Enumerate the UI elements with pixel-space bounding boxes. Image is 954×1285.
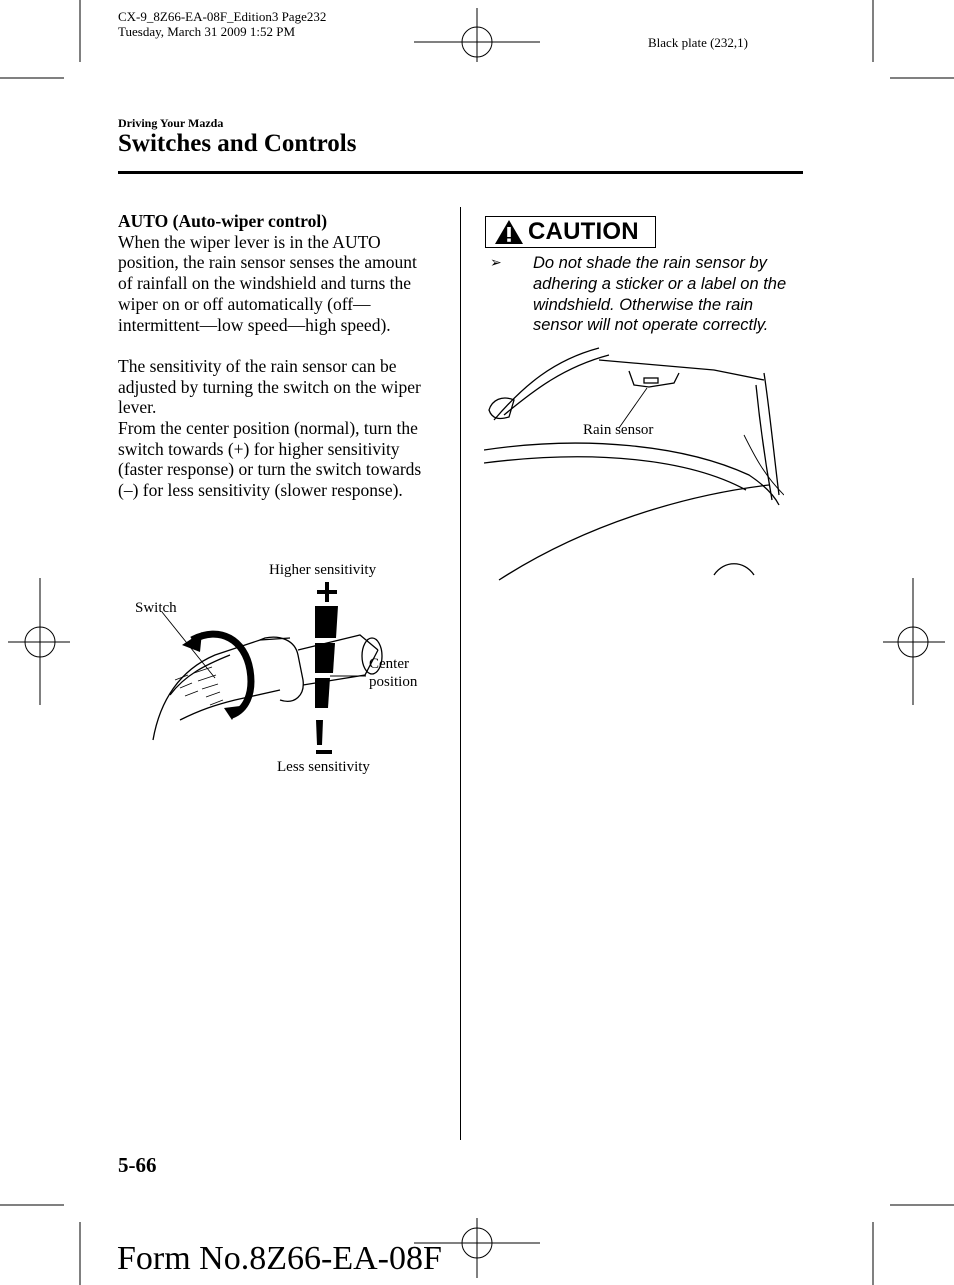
windshield-illustration: [484, 345, 784, 585]
plate-info: Black plate (232,1): [648, 35, 748, 50]
scale-bar-3: [315, 678, 330, 708]
label-switch: Switch: [135, 600, 177, 616]
scale-bar-1: [315, 606, 338, 638]
file-info-line2: Tuesday, March 31 2009 1:52 PM: [118, 24, 296, 39]
page-title: Switches and Controls: [118, 130, 357, 157]
column-divider: [460, 207, 461, 1140]
file-info: [118, 9, 326, 39]
title-rule: [118, 171, 803, 174]
caution-bullet-text: Do not shade the rain sensor by adhering a sticker or a label on the windshield. Otherwise the rain sensor will not operate correctly.: [533, 254, 787, 335]
sensitivity-scale: [300, 580, 380, 760]
scale-bar-4: [316, 720, 323, 745]
center-line1: Center: [369, 656, 409, 672]
scale-bar-2: [315, 643, 335, 673]
left-column-text: [118, 211, 433, 501]
warning-icon: [494, 219, 524, 245]
minus-sign: [316, 750, 332, 754]
sensitivity-description: The sensitivity of the rain sensor can be adjusted by turning the switch on the wiper lever.: [118, 355, 421, 418]
page-number: 5-66: [118, 1153, 157, 1177]
arrow-bullet-icon: ➢: [490, 255, 502, 271]
wiper-lever-illustration: [120, 580, 450, 760]
file-info-line1: CX-9_8Z66-EA-08F_Edition3 Page232: [118, 9, 327, 24]
auto-heading: AUTO (Auto-wiper control): [118, 211, 328, 231]
label-less-sensitivity: Less sensitivity: [277, 759, 370, 775]
auto-description: When the wiper lever is in the AUTO position, the rain sensor senses the amount of rainfall on the windshield and turns the wiper on or off automatically (off—intermittent—low speed—high speed).: [118, 231, 417, 335]
caution-header: [485, 216, 656, 248]
label-higher-sensitivity: Higher sensitivity: [269, 562, 377, 578]
caution-label: CAUTION: [528, 218, 639, 245]
caution-bullet: [490, 253, 803, 336]
section-name: Driving Your Mazda: [118, 116, 224, 130]
form-number: Form No.8Z66-EA-08F: [117, 1240, 442, 1277]
center-line2: position: [369, 674, 418, 690]
sensitivity-instructions: From the center position (normal), turn the switch towards (+) for higher sensitivity (faster response) or turn the switch towards (–) for less sensitivity (slower response).: [118, 418, 422, 501]
label-rain-sensor: Rain sensor: [583, 422, 654, 438]
